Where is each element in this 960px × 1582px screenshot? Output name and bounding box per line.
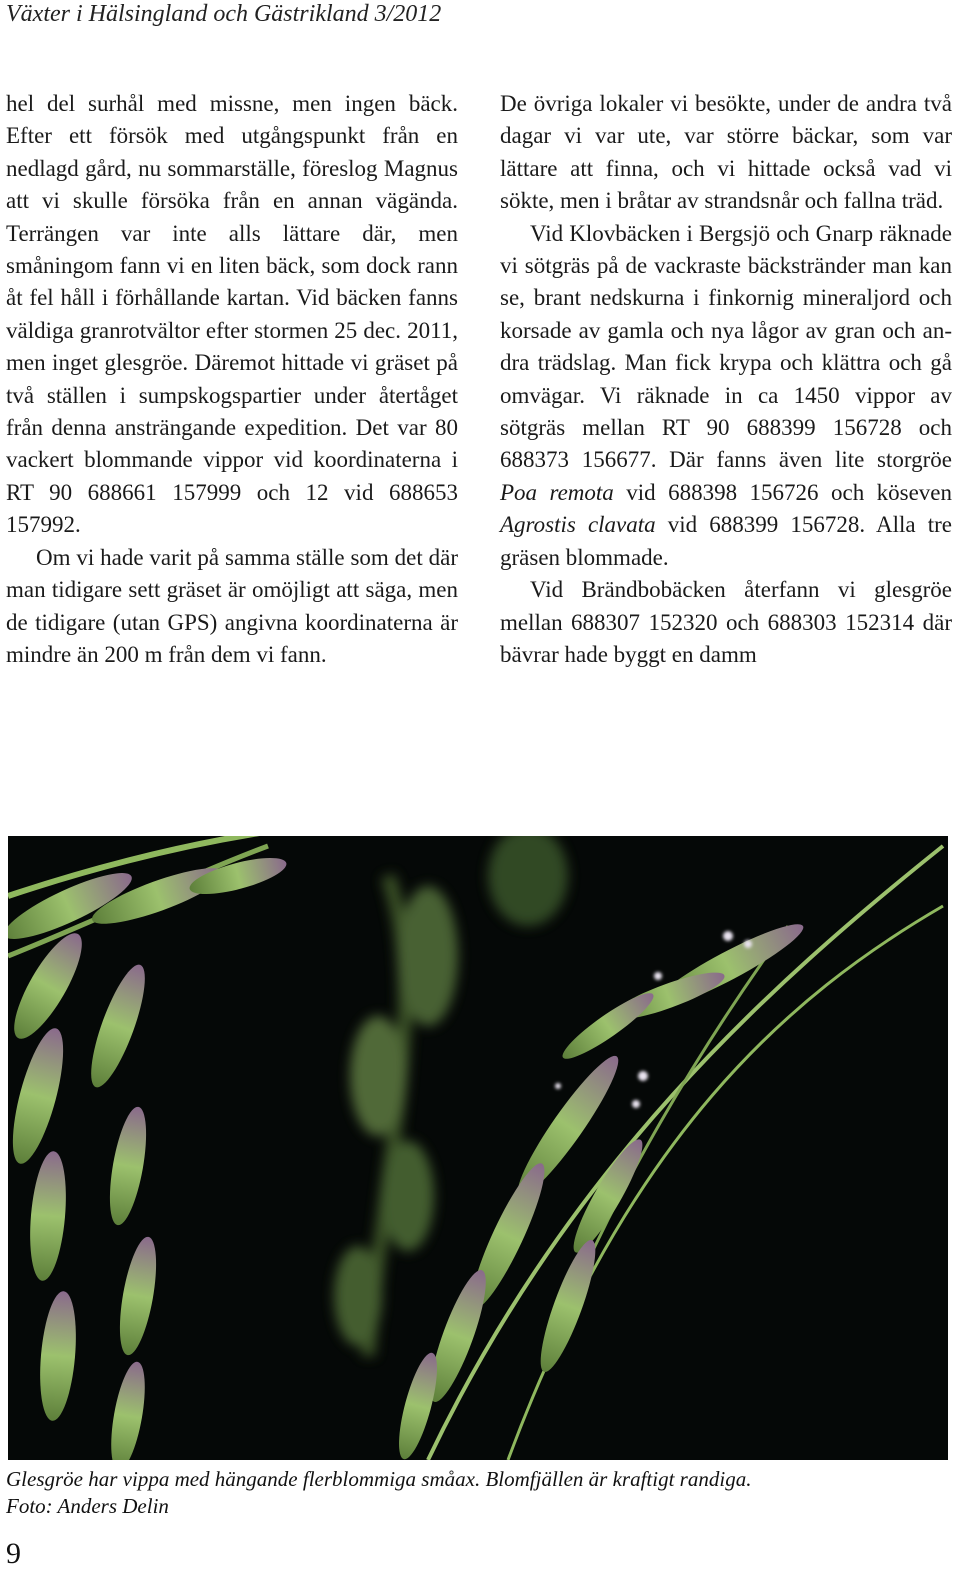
paragraph: Om vi hade varit på samma ställe som det där man tidigare sett gräset är omöjligt att säga, men de tidigare (utan GPS) angivna koordinaterna är mindre än 200 m från dem vi fann. (6, 544, 458, 667)
text-run: vid 688398 156726 och köseven (613, 479, 953, 505)
photo-caption (6, 1466, 946, 1520)
grass-photo (8, 836, 948, 1460)
caption-text: Glesgröe har vippa med hängande flerblommiga småax. Blomfjällen är kraftigt randiga. (6, 1467, 752, 1491)
page-number: 9 (6, 1537, 21, 1570)
text-run: vid 688399 156728. Alla tre gräsen blommade. (500, 512, 952, 570)
running-header: Växter i Hälsingland och Gästrikland 3/2012 (6, 1, 442, 27)
text-column-right (500, 88, 952, 671)
species-name: Poa remota (500, 479, 614, 505)
text-column-left (6, 88, 458, 671)
paragraph: De övriga lokaler vi besökte, under de andra två dagar vi var ute, var större bäckar, som var lättare att finna, och vi hittade också vad vi sökte, men i bråtar av strandsnår och fallna träd. (500, 91, 952, 214)
paragraph (500, 218, 952, 574)
paragraph: hel del surhål med missne, men ingen bäck. Efter ett försök med utgångspunkt från en nedlagd gård, nu sommarställe, föreslog Magnus att vi skulle försöka från en annan vägända. Terrängen var inte alls lättare där, men småningom fann vi en liten bäck, som dock rann åt fel håll i förhållande kartan. Vid bäcken fanns väldiga granrotvältor efter stormen 25 dec. 2011, men inget glesgröe. Däremot hittade vi gräset på två ställen i sumpskogspartier under återtåget från denna ansträngande expedition. Det var 80 vackert blommande vippor vid koordinaterna i RT 90 688661 157999 och 12 vid 688653 157992. (6, 91, 458, 538)
species-name: Agrostis clavata (500, 512, 656, 538)
text-run: Vid Klovbäcken i Bergsjö och Gnarp räknade vi sötgräs på de vackraste bäckstränder man kan se, brant nedskurna i finkornig mineraljord och korsade av gamla och nya lågor av gran och andra trädslag. Man fick krypa och klättra och gå omvägar. Vi räknade in ca 1450 vippor av sötgräs mellan RT 90 688399 156728 och 688373 156677. Där fanns även lite storgröe (500, 220, 952, 473)
paragraph: Vid Brändbobäcken återfann vi glesgröe mellan 688307 152320 och 688303 152314 där bävrar hade byggt en damm (500, 577, 952, 667)
photo-credit: Foto: Anders Delin (6, 1494, 169, 1518)
grass-illustration (8, 836, 948, 1460)
